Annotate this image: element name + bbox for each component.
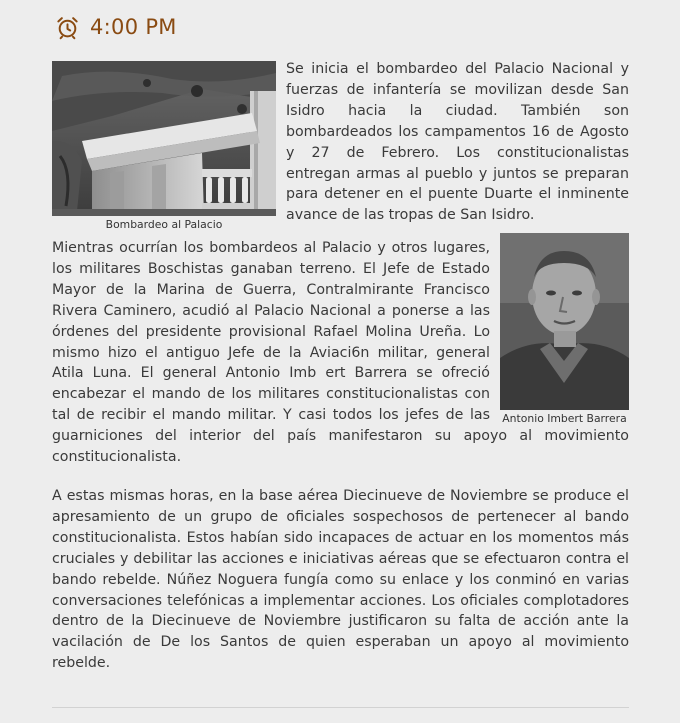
paragraph-air-base: A estas mismas horas, en la base aérea Diecinueve de Noviembre se produce el apresamiento de un grupo de oficiales sospechosos de pertenecer al bando constitucionalista. Estos habían sido incapaces de actuar en los momentos más cruciales y debilitar las acciones e iniciativas aéreas que se efectuaron contra el bando rebelde. Núñez Noguera fungía como su enlace y los conminó en varias conversaciones telefónicas a implementar acciones. Los oficiales complotadores dentro de la Diecinueve de Noviembre justificaron su falta de acción ante la vacilación de De los Santos de quien esperaban un apoyo al movimiento rebelde. bbox=[52, 487, 629, 672]
alarm-clock-icon bbox=[55, 15, 80, 40]
portrait-figure bbox=[500, 233, 629, 426]
time-label: 4:00 PM bbox=[90, 15, 177, 39]
antonio-imbert-barrera-portrait bbox=[500, 233, 629, 410]
bottom-divider bbox=[52, 707, 629, 708]
section-bombing bbox=[52, 59, 629, 231]
palace-bombing-photo bbox=[52, 61, 276, 216]
paragraph-bombing: Se inicia el bombardeo del Palacio Nacional y fuerzas de infantería se movilizan desde San Isidro hacia la ciudad. También son bombardeados los campamentos 16 de Agosto y 27 de Febrero. Los constitucionalistas entregan armas al pueblo y juntos se preparan para detener en el puente Duarte el inminente avance de las tropas de San Isidro. bbox=[286, 61, 629, 224]
time-header bbox=[55, 12, 177, 42]
paragraph-military-support: Mientras ocurrían los bombardeos al Palacio y otros lugares, los militares Boschistas ganaban terreno. El Jefe de Estado Mayor de la Marina de Guerra, Contralmirante Francisco Rivera Caminero, acudió al Palacio Nacional a ponerse a las órdenes del presidente provisional Rafael Molina Ureña. Lo mismo hizo el antiguo Jefe de la Aviaci6n militar, general Atila Luna. El general Antonio Imb ert Barrera se ofreció encabezar el mando de los militares constitucionalistas con tal de recibir el mando militar. Y casi todos los jefes de las guarniciones del interior del país manifestaron su apoyo al movimiento constitucionalista. bbox=[52, 240, 629, 466]
palace-figure bbox=[52, 61, 276, 232]
article-content bbox=[52, 59, 629, 674]
palace-caption: Bombardeo al Palacio bbox=[105, 218, 223, 231]
portrait-caption: Antonio Imbert Barrera bbox=[502, 412, 627, 425]
